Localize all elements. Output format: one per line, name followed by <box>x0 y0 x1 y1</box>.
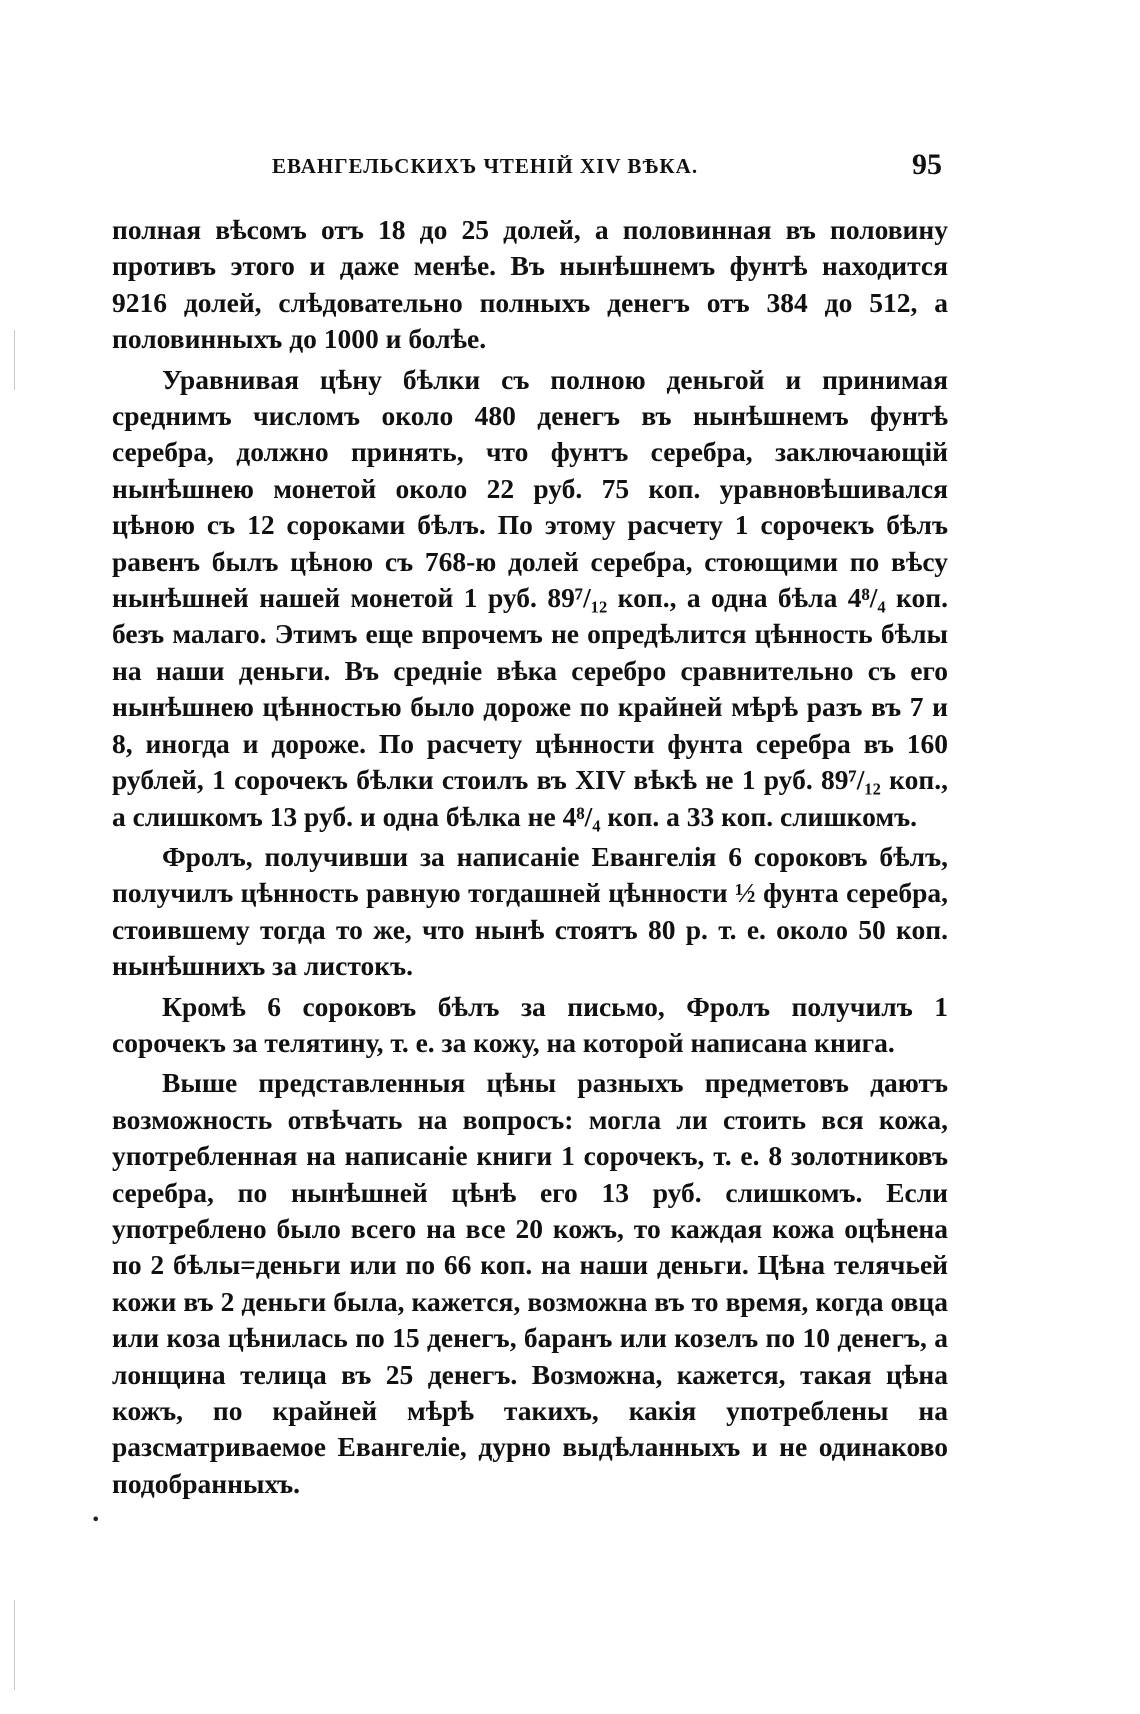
paragraph: Фролъ, получивши за написаніе Евангелія 6 сороковъ бѣлъ, получилъ цѣнность равную тогдашней цѣнности ½ фунта серебра, стоившему тогда то же, что нынѣ стоятъ 80 р. т. е. около 50 коп. нынѣшнихъ за листокъ. <box>112 840 948 982</box>
book-page <box>112 150 948 1502</box>
left-gutter-line <box>14 330 15 390</box>
paragraph: Выше представленныя цѣны разныхъ предметовъ даютъ возможность отвѣчать на вопросъ: могла ли стоить вся кожа, употребленная на написаніе книги 1 сорочекъ, т. е. 8 золотниковъ серебра, по нынѣшней цѣнѣ его 13 руб. слишкомъ. Если употреблено было всего на все 20 кожъ, то каждая кожа оцѣнена по 2 бѣлы=деньги или по 66 коп. на наши деньги. Цѣна телячьей кожи въ 2 деньги была, кажется, возможна въ то время, когда овца или коза цѣнилась по 15 денегъ, баранъ или козелъ по 10 денегъ, а лонщина телица въ 25 денегъ. Возможна, кажется, такая цѣна кожъ, по крайней мѣрѣ такихъ, какія употреблены на разсматриваемое Евангеліе, дурно выдѣланныхъ и не одинаково подобранныхъ. <box>112 1067 948 1499</box>
body-text <box>112 212 948 1502</box>
running-header <box>112 150 948 198</box>
margin-dot-mark: • <box>91 1510 101 1529</box>
running-title: ЕВАНГЕЛЬСКИХЪ ЧТЕНІЙ XIV ВѢКА. <box>272 154 699 178</box>
left-gutter-line <box>14 1600 15 1690</box>
paragraph: Уравнивая цѣну бѣлки съ полною деньгой и принимая среднимъ числомъ около 480 денегъ въ нынѣшнемъ фунтѣ серебра, должно принять, что фунтъ серебра, заключающій нынѣшнею монетой около 22 руб. 75 коп. уравновѣшивался цѣною съ 12 сороками бѣлъ. По этому расчету 1 сорочекъ бѣлъ равенъ былъ цѣною съ 768-ю долей серебра, стоющими по вѣсу нынѣшней нашей монетой 1 руб. 89⁷/₁₂ коп., а одна бѣла 4⁸/₄ коп. безъ малаго. Этимъ еще впрочемъ не опредѣлится цѣнность бѣлы на наши деньги. Въ средніе вѣка серебро сравнительно съ его нынѣшнею цѣнностью было дороже по крайней мѣрѣ разъ въ 7 и 8, иногда и дороже. По расчету цѣнности фунта серебра въ 160 рублей, 1 сорочекъ бѣлки стоилъ въ XIV вѣкѣ не 1 руб. 89⁷/₁₂ коп., а слишкомъ 13 руб. и одна бѣлка не 4⁸/₄ коп. а 33 коп. слишкомъ. <box>112 363 948 832</box>
paragraph: полная вѣсомъ отъ 18 до 25 долей, а половинная въ половину противъ этого и даже менѣе. Въ нынѣшнемъ фунтѣ находится 9216 долей, слѣдовательно полныхъ денегъ отъ 384 до 512, а половинныхъ до 1000 и болѣе. <box>112 214 948 355</box>
page-number: 95 <box>912 148 942 181</box>
paragraph: Кромѣ 6 сороковъ бѣлъ за письмо, Фролъ получилъ 1 сорочекъ за телятину, т. е. за кожу, на которой написана книга. <box>112 990 948 1058</box>
